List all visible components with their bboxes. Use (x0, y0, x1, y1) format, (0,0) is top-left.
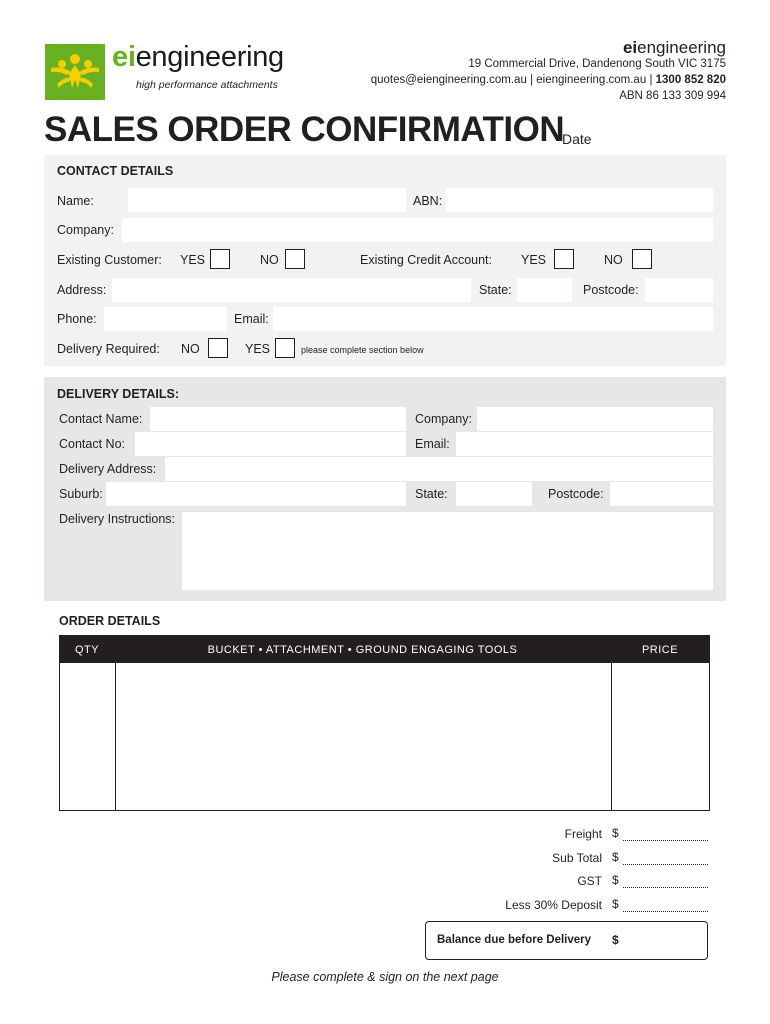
existing-customer-label: Existing Customer: (57, 253, 162, 267)
subtotal-line[interactable] (623, 864, 708, 865)
postcode-label: Postcode: (583, 283, 639, 297)
delivery-required-yes-label: YES (245, 342, 271, 356)
delivery-postcode-field[interactable] (610, 482, 713, 506)
delivery-contact-no-label: Contact No: (59, 437, 126, 451)
delivery-instructions-label: Delivery Instructions: (59, 512, 176, 526)
separator: | (649, 74, 653, 86)
gst-currency: $ (612, 873, 619, 887)
balance-box[interactable] (425, 921, 708, 960)
contact-phone: 1300 852 820 (655, 74, 726, 86)
phone-field[interactable] (104, 307, 227, 331)
gst-line[interactable] (623, 887, 708, 888)
delivery-postcode-label: Postcode: (548, 487, 604, 501)
delivery-email-label: Email: (415, 437, 450, 451)
address-label: Address: (57, 283, 107, 297)
existing-credit-label: Existing Credit Account: (360, 253, 493, 267)
page-title: SALES ORDER CONFIRMATION (44, 110, 565, 149)
contact-email[interactable]: quotes@eiengineering.com.au (370, 74, 527, 86)
brand-tagline: high performance attachments (136, 79, 278, 91)
existing-customer-yes-label: YES (180, 253, 206, 267)
subtotal-label: Sub Total (552, 851, 602, 865)
deposit-label: Less 30% Deposit (505, 898, 602, 912)
name-field[interactable] (128, 188, 406, 212)
abn-field[interactable] (446, 188, 713, 212)
address-field[interactable] (112, 278, 471, 302)
postcode-field[interactable] (645, 278, 713, 302)
company-logo (45, 44, 105, 100)
company-address: 19 Commercial Drive, Dandenong South VIC 3175 (468, 58, 726, 70)
name-label: Name: (57, 194, 94, 208)
state-field[interactable] (517, 278, 572, 302)
existing-credit-yes-checkbox[interactable] (554, 249, 574, 269)
brand-wordmark: eiengineering (112, 41, 284, 73)
delivery-address-label: Delivery Address: (59, 462, 157, 476)
date-label: Date (562, 131, 592, 147)
description-column-cell[interactable] (115, 662, 612, 811)
freight-label: Freight (564, 827, 602, 841)
subtotal-currency: $ (612, 850, 619, 864)
existing-credit-yes-label: YES (521, 253, 547, 267)
price-column-header: PRICE (641, 644, 679, 656)
delivery-required-no-label: NO (181, 342, 200, 356)
delivery-suburb-label: Suburb: (59, 487, 103, 501)
deposit-line[interactable] (623, 911, 708, 912)
balance-currency: $ (612, 933, 619, 947)
existing-credit-no-checkbox[interactable] (632, 249, 652, 269)
delivery-suburb-field[interactable] (106, 482, 406, 506)
company-abn: ABN 86 133 309 994 (619, 90, 726, 102)
balance-label: Balance due before Delivery (437, 934, 592, 946)
email-field[interactable] (273, 307, 713, 331)
delivery-state-field[interactable] (456, 482, 532, 506)
deposit-currency: $ (612, 897, 619, 911)
freight-currency: $ (612, 826, 619, 840)
existing-customer-no-label: NO (260, 253, 279, 267)
delivery-instructions-field[interactable] (182, 512, 713, 590)
delivery-required-label: Delivery Required: (57, 342, 160, 356)
order-table-header (59, 635, 710, 663)
delivery-state-label: State: (415, 487, 448, 501)
delivery-company-label: Company: (415, 412, 472, 426)
delivery-contact-name-label: Contact Name: (59, 412, 143, 426)
footer-note: Please complete & sign on the next page (271, 970, 499, 984)
contact-details-heading: CONTACT DETAILS (57, 164, 174, 178)
qty-column-cell[interactable] (59, 662, 116, 811)
gst-label: GST (577, 874, 602, 888)
freight-line[interactable] (623, 840, 708, 841)
order-details-heading: ORDER DETAILS (59, 614, 161, 628)
delivery-contact-no-field[interactable] (135, 432, 406, 456)
existing-credit-no-label: NO (604, 253, 623, 267)
price-column-cell[interactable] (611, 662, 710, 811)
company-label: Company: (57, 223, 114, 237)
delivery-email-field[interactable] (456, 432, 713, 456)
phone-label: Phone: (57, 312, 97, 326)
delivery-details-heading: DELIVERY DETAILS: (57, 387, 180, 401)
delivery-required-note: please complete section below (301, 345, 424, 355)
existing-customer-yes-checkbox[interactable] (210, 249, 230, 269)
delivery-contact-name-field[interactable] (150, 407, 406, 431)
company-contact-line (371, 74, 726, 86)
abn-label: ABN: (413, 194, 443, 208)
company-name: eiengineering (622, 38, 726, 57)
existing-customer-no-checkbox[interactable] (285, 249, 305, 269)
state-label: State: (479, 283, 512, 297)
delivery-required-yes-checkbox[interactable] (275, 338, 295, 358)
description-column-header: BUCKET • ATTACHMENT • GROUND ENGAGING TOOLS (207, 644, 518, 656)
separator: | (530, 74, 534, 86)
email-label: Email: (234, 312, 269, 326)
qty-column-header: QTY (74, 644, 100, 656)
delivery-required-no-checkbox[interactable] (208, 338, 228, 358)
delivery-address-field[interactable] (165, 457, 713, 481)
contact-website[interactable]: eiengineering.com.au (536, 74, 647, 86)
delivery-company-field[interactable] (477, 407, 713, 431)
company-field[interactable] (122, 218, 713, 242)
